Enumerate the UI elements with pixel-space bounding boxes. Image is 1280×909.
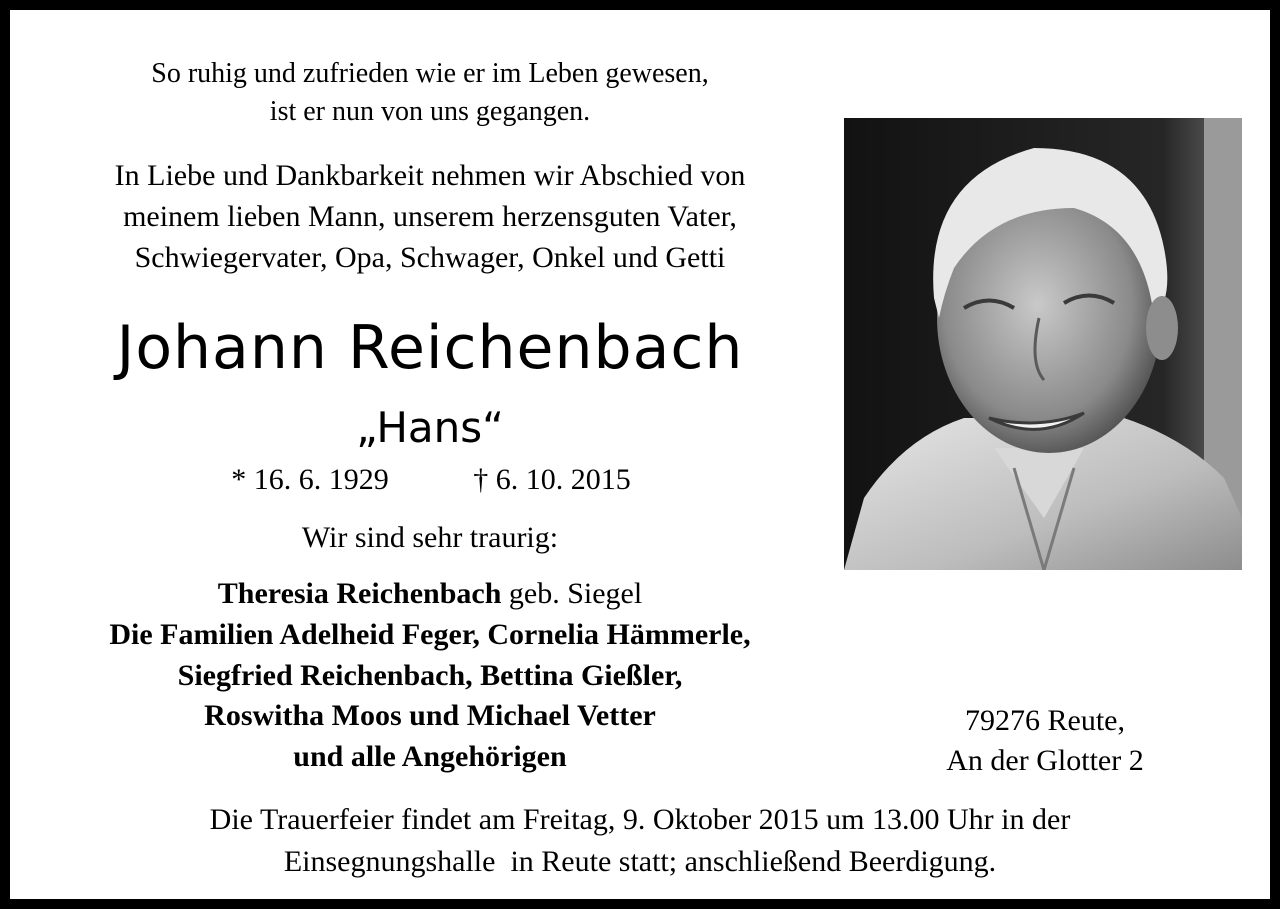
intro-line-3: Schwiegervater, Opa, Schwager, Onkel und Getti xyxy=(134,241,726,274)
mourner-line-4: Roswitha Moos und Michael Vetter xyxy=(204,699,656,732)
mourners-heading: Wir sind sehr traurig: xyxy=(301,521,559,554)
death-date: † 6. 10. 2015 xyxy=(473,463,631,496)
funeral-line-1: Die Trauerfeier findet am Freitag, 9. Oktober 2015 um 13.00 Uhr in der xyxy=(209,803,1071,836)
deceased-name: Johann Reichenbach xyxy=(116,313,744,383)
mourner-line-1 xyxy=(40,574,820,614)
wife-maiden-name: geb. Siegel xyxy=(501,577,643,610)
mourner-line-2: Die Familien Adelheid Feger, Cornelia Hämmerle, xyxy=(109,618,751,651)
verse-line-1: So ruhig und zufrieden wie er im Leben gewesen, xyxy=(151,58,709,89)
portrait-illustration xyxy=(844,118,1242,570)
wife-name: Theresia Reichenbach xyxy=(217,577,502,610)
intro-line-2: meinem lieben Mann, unserem herzensguten Vater, xyxy=(123,200,737,233)
intro-line-1: In Liebe und Dankbarkeit nehmen wir Abschied von xyxy=(114,159,746,192)
birth-date: * 16. 6. 1929 xyxy=(231,463,389,496)
funeral-line-2: Einsegnungshalle in Reute statt; anschließend Beerdigung. xyxy=(283,845,997,878)
verse-line-2: ist er nun von uns gegangen. xyxy=(269,96,591,127)
address-line-1: 79276 Reute, xyxy=(965,704,1125,737)
mourner-line-5: und alle Angehörigen xyxy=(293,740,567,773)
address-line-2: An der Glotter 2 xyxy=(946,744,1144,777)
deceased-nickname: „Hans“ xyxy=(356,403,504,452)
portrait-photo xyxy=(844,118,1242,570)
mourner-line-3: Siegfried Reichenbach, Bettina Gießler, xyxy=(177,659,683,692)
